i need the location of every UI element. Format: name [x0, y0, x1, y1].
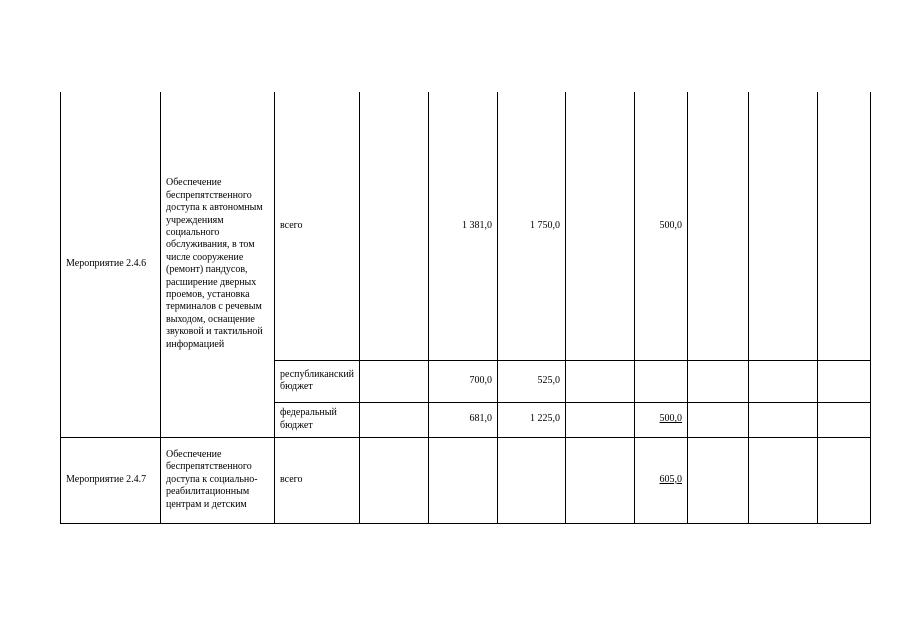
value-cell: 500,0 [635, 92, 688, 360]
value-cell [688, 437, 749, 523]
value-cell [498, 437, 566, 523]
value-cell [818, 437, 871, 523]
measure-description: Обеспечение беспрепятственного доступа к социально-реабилитационным центрам и детским [166, 448, 258, 510]
measure-description-cell [161, 437, 275, 523]
value-cell [566, 92, 635, 360]
funding-source-label: республиканский бюджет [280, 368, 355, 392]
measure-code-cell [61, 437, 161, 523]
measure-code-cell [61, 92, 161, 437]
value-cell [566, 402, 635, 437]
funding-source-label: федеральный бюджет [280, 407, 337, 431]
funding-source-label: всего [280, 473, 303, 485]
value-cell [749, 92, 818, 360]
value-cell: 1 750,0 [498, 92, 566, 360]
table-row [61, 437, 871, 523]
value-cell [635, 360, 688, 402]
value-cell [566, 360, 635, 402]
value-cell: 1 225,0 [498, 402, 566, 437]
value-cell [688, 402, 749, 437]
value-cell: 525,0 [498, 360, 566, 402]
budget-table [60, 92, 871, 524]
value-cell: 681,0 [429, 402, 498, 437]
measure-code: Мероприятие 2.4.6 [66, 258, 147, 270]
value-cell: 700,0 [429, 360, 498, 402]
value-cell [360, 402, 429, 437]
value-cell [566, 437, 635, 523]
value-cell [360, 437, 429, 523]
value-cell [429, 437, 498, 523]
value-cell [688, 360, 749, 402]
measure-description: Обеспечение беспрепятственного доступа к автономным учреждениям социального обслуживания, в том числе сооружение (ремонт) пандусов, расширение дверных проемов, установка терминалов с речевым выходом, оснащение звуковой и тактильной информацией [166, 177, 263, 350]
funding-source-label: всего [280, 219, 303, 231]
value-cell [818, 402, 871, 437]
value-cell [818, 92, 871, 360]
value-cell: 605,0 [635, 437, 688, 523]
value-cell [749, 360, 818, 402]
measure-description-cell [161, 92, 275, 437]
value-cell [818, 360, 871, 402]
funding-source-cell [275, 92, 360, 360]
value-cell [688, 92, 749, 360]
funding-source-cell [275, 402, 360, 437]
table-row [61, 92, 871, 360]
value-cell: 1 381,0 [429, 92, 498, 360]
measure-code: Мероприятие 2.4.7 [66, 473, 147, 485]
value-cell [749, 402, 818, 437]
value-cell [749, 437, 818, 523]
value-cell: 500,0 [635, 402, 688, 437]
funding-source-cell [275, 360, 360, 402]
value-cell [360, 360, 429, 402]
value-cell [360, 92, 429, 360]
funding-source-cell [275, 437, 360, 523]
